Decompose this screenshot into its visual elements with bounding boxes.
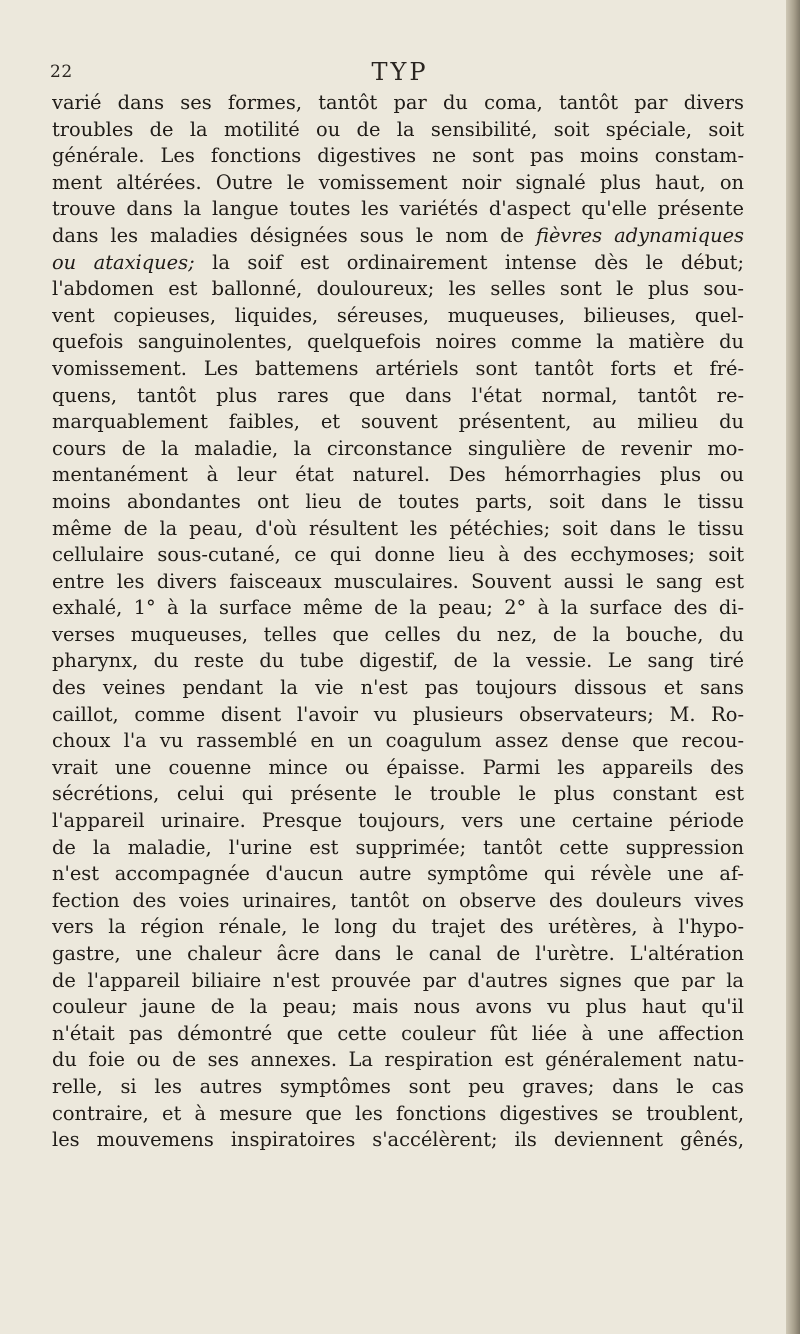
text-run: marquablement faibles, et souvent présentent, au milieu du bbox=[52, 410, 744, 434]
text-run: la soif est ordinairement intense dès le début; bbox=[194, 250, 744, 274]
text-run: trouve dans la langue toutes les variétés d'aspect qu'elle présente bbox=[52, 197, 744, 221]
running-head-title: TYP bbox=[371, 58, 429, 86]
text-line bbox=[52, 595, 744, 622]
text-run: même de la peau, d'où résultent les pétéchies; soit dans le tissu bbox=[52, 516, 744, 540]
text-run: choux l'a vu rassemblé en un coagulum assez dense que recou- bbox=[52, 729, 744, 753]
text-run: caillot, comme disent l'avoir vu plusieurs observateurs; M. Ro- bbox=[52, 702, 744, 726]
running-head bbox=[50, 58, 750, 88]
text-run: l'abdomen est ballonné, douloureux; les selles sont le plus sou- bbox=[52, 277, 744, 301]
text-run: contraire, et à mesure que les fonctions digestives se troublent, bbox=[52, 1101, 744, 1125]
text-run: vrait une couenne mince ou épaisse. Parmi les appareils des bbox=[52, 755, 744, 779]
text-run: fection des voies urinaires, tantôt on observe des douleurs vives bbox=[52, 888, 744, 912]
text-run: gastre, une chaleur âcre dans le canal de l'urètre. L'altération bbox=[52, 942, 744, 965]
body-text bbox=[52, 90, 744, 1154]
text-line bbox=[52, 1021, 744, 1048]
text-line bbox=[52, 781, 744, 808]
text-run: quefois sanguinolentes, quelquefois noires comme la matière du bbox=[52, 330, 744, 354]
text-run: mentanément à leur état naturel. Des hémorrhagies plus ou bbox=[52, 463, 744, 487]
text-run: varié dans ses formes, tantôt par du coma, tantôt par divers bbox=[52, 91, 744, 114]
text-run: relle, si les autres symptômes sont peu graves; dans le cas bbox=[52, 1074, 744, 1098]
text-run: ment altérées. Outre le vomissement noir signalé plus haut, on bbox=[52, 170, 744, 194]
text-run: entre les divers faisceaux musculaires. Souvent aussi le sang est bbox=[52, 569, 744, 593]
text-run: des veines pendant la vie n'est pas toujours dissous et sans bbox=[52, 676, 744, 700]
text-line bbox=[52, 835, 744, 862]
italic-phrase: ou ataxiques; bbox=[52, 250, 195, 274]
text-line bbox=[52, 861, 744, 888]
text-line bbox=[52, 1127, 744, 1154]
text-line bbox=[52, 462, 744, 489]
text-line bbox=[52, 250, 744, 277]
text-line bbox=[52, 1074, 744, 1101]
text-run: n'est accompagnée d'aucun autre symptôme qui révèle une af- bbox=[52, 862, 744, 886]
text-run: dans les maladies désignées sous le nom de bbox=[52, 223, 537, 247]
text-line bbox=[52, 436, 744, 463]
text-line bbox=[52, 143, 744, 170]
text-line bbox=[52, 914, 744, 941]
text-run: vomissement. Les battemens artériels sont tantôt forts et fré- bbox=[52, 356, 744, 380]
text-line bbox=[52, 329, 744, 356]
text-line bbox=[52, 675, 744, 702]
text-line bbox=[52, 1101, 744, 1128]
text-run: du foie ou de ses annexes. La respiration est généralement natu- bbox=[52, 1048, 744, 1072]
text-run: de la maladie, l'urine est supprimée; tantôt cette suppression bbox=[52, 835, 744, 859]
text-line bbox=[52, 941, 744, 968]
text-line bbox=[52, 569, 744, 596]
text-run: couleur jaune de la peau; mais nous avons vu plus haut qu'il bbox=[52, 995, 744, 1019]
text-line bbox=[52, 356, 744, 383]
text-run: troubles de la motilité ou de la sensibilité, soit spéciale, soit bbox=[52, 117, 744, 141]
text-line bbox=[52, 755, 744, 782]
text-run: verses muqueuses, telles que celles du nez, de la bouche, du bbox=[52, 622, 744, 646]
text-run: quens, tantôt plus rares que dans l'état normal, tantôt re- bbox=[52, 383, 744, 407]
text-run: n'était pas démontré que cette couleur fût liée à une affection bbox=[52, 1021, 744, 1045]
page-edge bbox=[786, 0, 800, 1334]
text-run: moins abondantes ont lieu de toutes parts, soit dans le tissu bbox=[52, 489, 744, 513]
text-run: l'appareil urinaire. Presque toujours, vers une certaine période bbox=[52, 809, 744, 833]
text-line bbox=[52, 888, 744, 915]
page-number: 22 bbox=[50, 62, 73, 82]
text-run: de l'appareil biliaire n'est prouvée par d'autres signes que par la bbox=[52, 968, 744, 992]
text-line bbox=[52, 489, 744, 516]
text-line bbox=[52, 90, 744, 117]
text-run: exhalé, 1° à la surface même de la peau; 2° à la surface des di- bbox=[52, 596, 744, 620]
text-run: sécrétions, celui qui présente le trouble le plus constant est bbox=[52, 782, 744, 806]
text-line bbox=[52, 542, 744, 569]
text-line bbox=[52, 276, 744, 303]
text-line bbox=[52, 808, 744, 835]
text-line bbox=[52, 409, 744, 436]
text-line bbox=[52, 383, 744, 410]
text-run: vers la région rénale, le long du trajet des urétères, à l'hypo- bbox=[52, 915, 744, 939]
text-line bbox=[52, 303, 744, 330]
text-line bbox=[52, 117, 744, 144]
text-line bbox=[52, 702, 744, 729]
text-line bbox=[52, 728, 744, 755]
text-line bbox=[52, 622, 744, 649]
text-run: pharynx, du reste du tube digestif, de la vessie. Le sang tiré bbox=[52, 649, 744, 673]
text-run: générale. Les fonctions digestives ne sont pas moins constam- bbox=[52, 144, 744, 168]
text-line bbox=[52, 196, 744, 223]
text-line bbox=[52, 1047, 744, 1074]
text-run: cours de la maladie, la circonstance singulière de revenir mo- bbox=[52, 436, 744, 460]
text-line bbox=[52, 516, 744, 543]
text-line bbox=[52, 968, 744, 995]
text-run: les mouvemens inspiratoires s'accélèrent; ils deviennent gênés, bbox=[52, 1128, 744, 1152]
text-line bbox=[52, 223, 744, 250]
text-line bbox=[52, 994, 744, 1021]
text-line bbox=[52, 648, 744, 675]
text-run: cellulaire sous-cutané, ce qui donne lieu à des ecchymoses; soit bbox=[52, 543, 744, 567]
text-line bbox=[52, 170, 744, 197]
italic-phrase: fièvres adynamiques bbox=[536, 223, 744, 247]
text-run: vent copieuses, liquides, séreuses, muqueuses, bilieuses, quel- bbox=[52, 303, 744, 327]
